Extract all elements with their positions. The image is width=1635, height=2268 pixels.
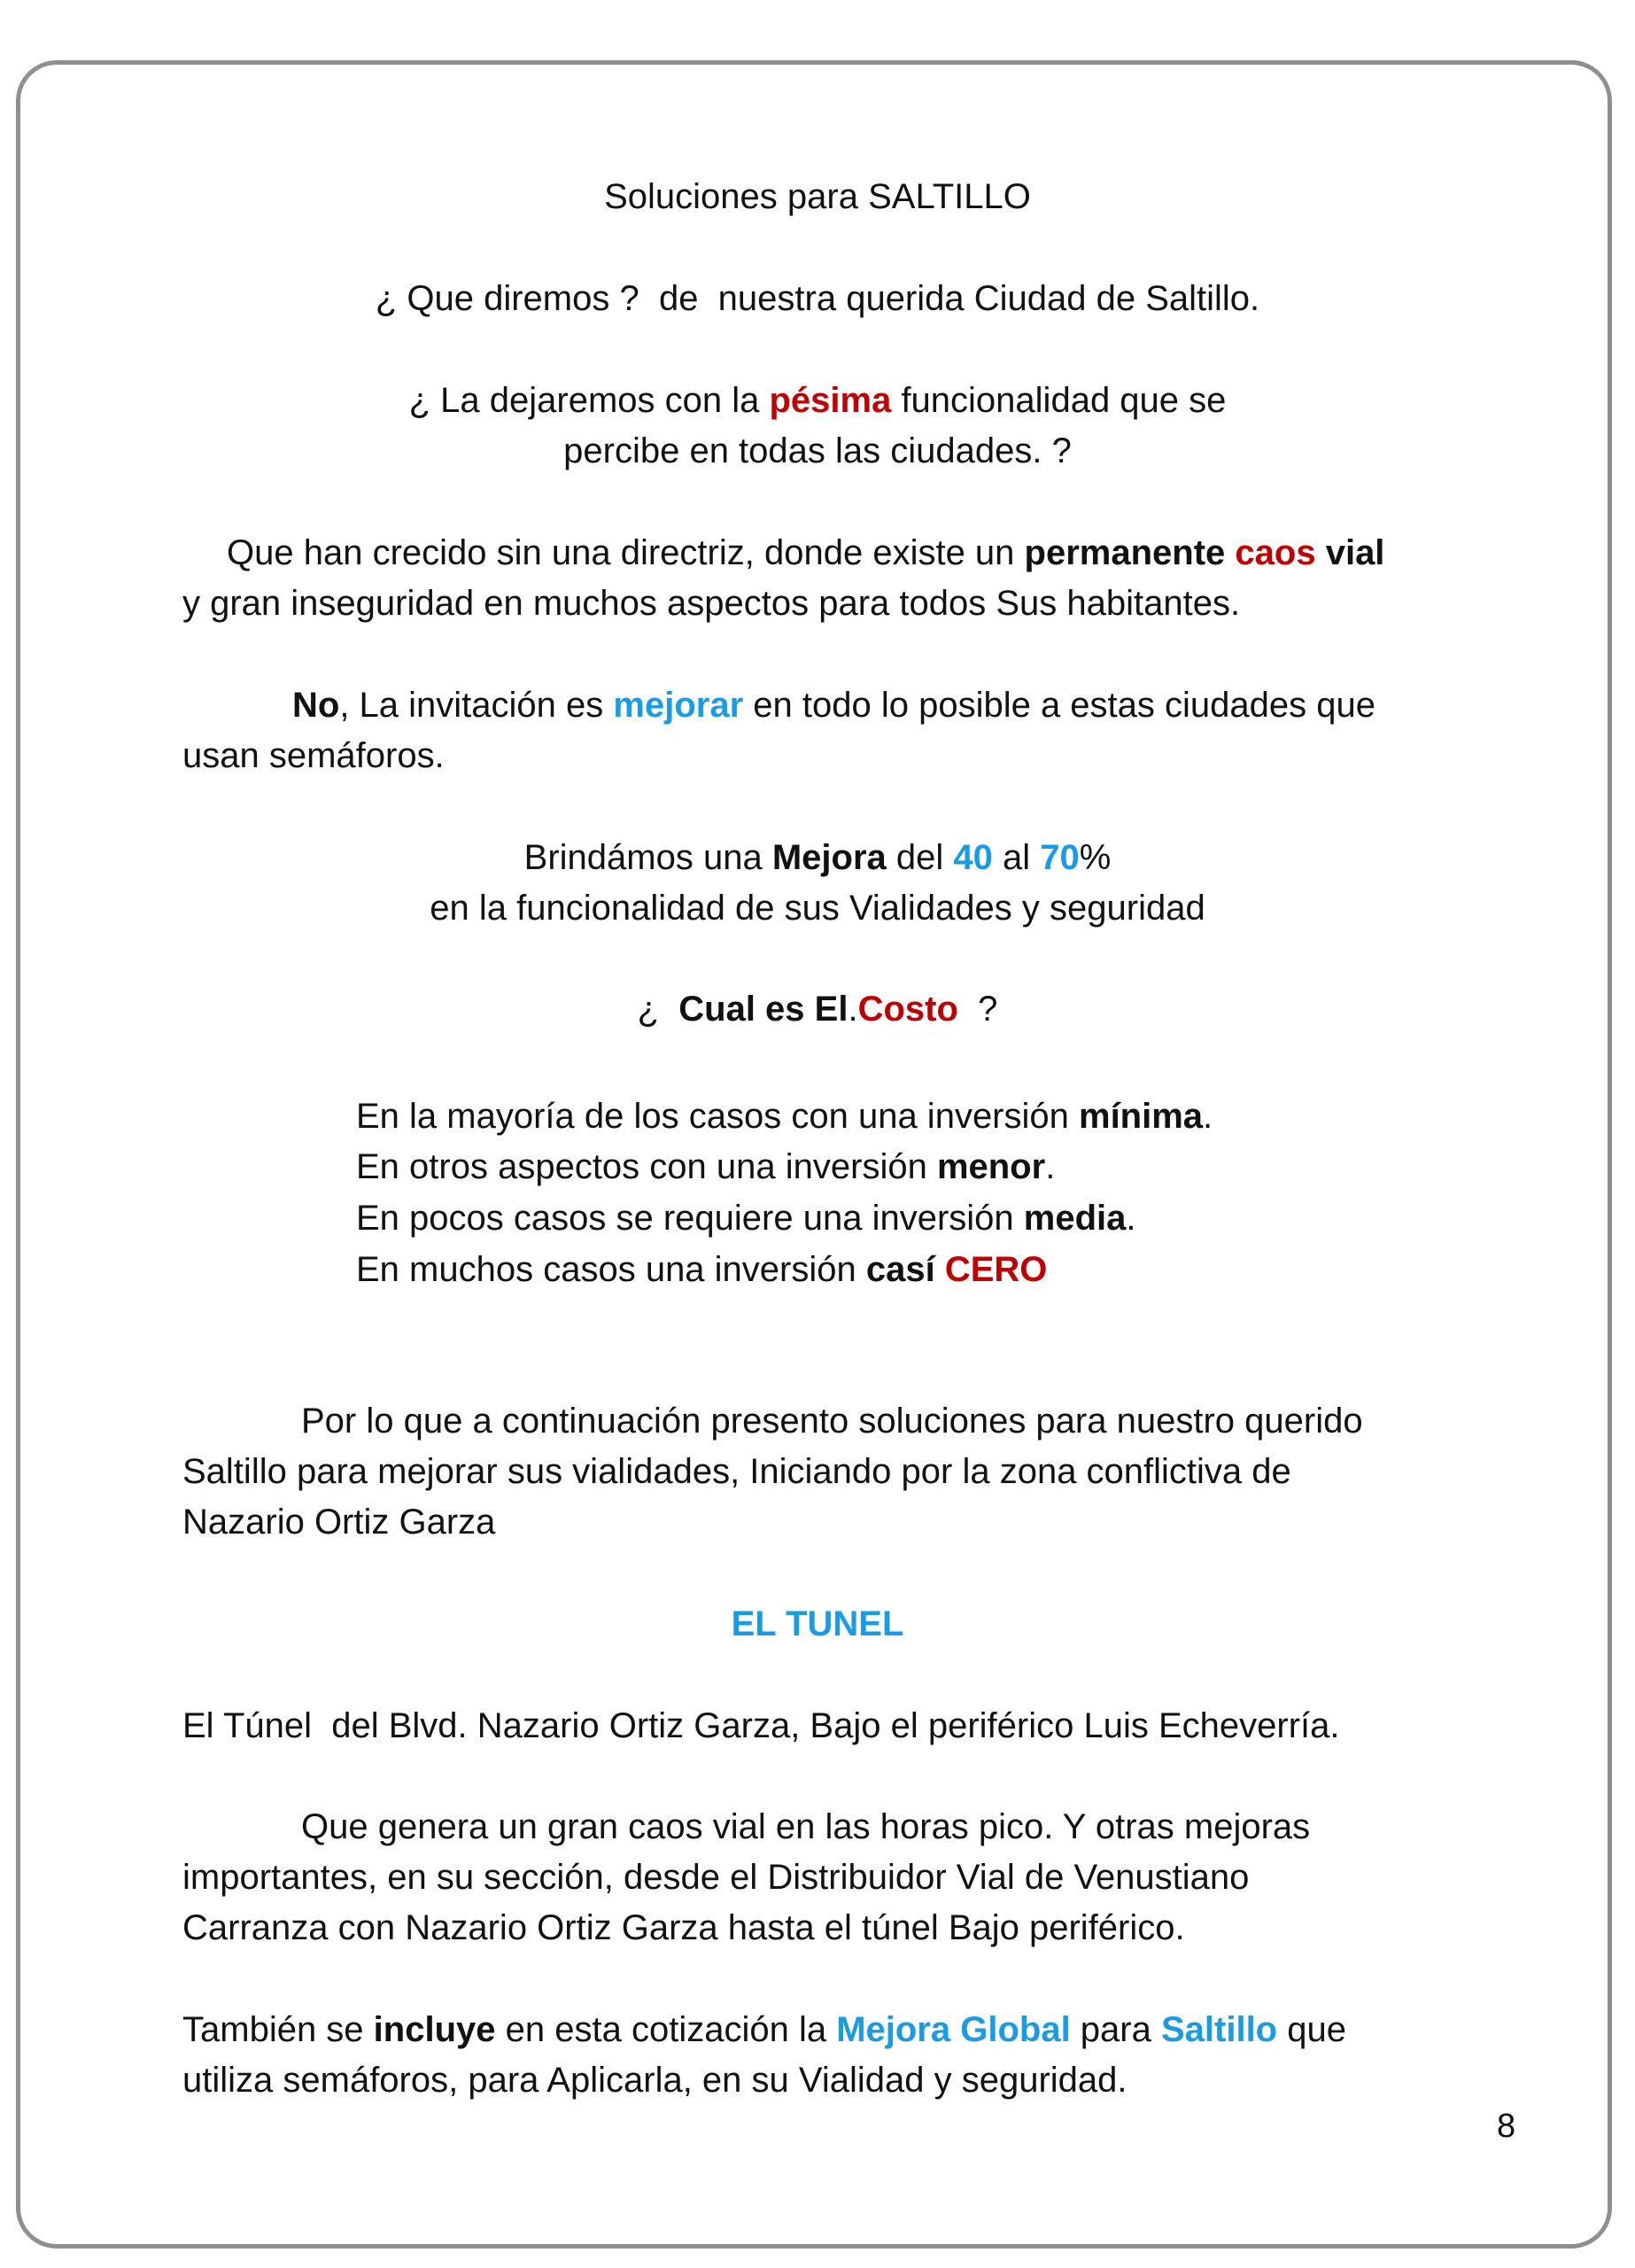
- paragraph-6-line-3: Carranza con Nazario Ortiz Garza hasta el túnel Bajo periférico.: [182, 1908, 1185, 1947]
- improvement-statement-line-2: en la funcionalidad de sus Vialidades y seguridad: [430, 889, 1205, 928]
- paragraph-4-line-3: Nazario Ortiz Garza: [182, 1503, 496, 1542]
- question-1: ¿ Que diremos ? de nuestra querida Ciudad de Saltillo.: [375, 279, 1260, 318]
- paragraph-1-line-2: y gran inseguridad en muchos aspectos para todos Sus habitantes.: [182, 584, 1241, 623]
- paragraph-2-line-2: usan semáforos.: [182, 736, 445, 775]
- paragraph-6-line-2: importantes, en su sección, desde el Distribuidor Vial de Venustiano: [182, 1858, 1250, 1897]
- paragraph-4: Por lo que a continuación presento soluciones para nuestro querido: [301, 1402, 1363, 1441]
- paragraph-7: También se incluye en esta cotización la Mejora Global para Saltillo que: [182, 2010, 1346, 2049]
- improvement-statement: Brindámos una Mejora del 40 al 70%: [523, 838, 1112, 877]
- investment-list-item: En la mayoría de los casos con una inversión mínima.: [356, 1097, 1213, 1136]
- paragraph-2: No, La invitación es mejorar en todo lo posible a estas ciudades que: [292, 686, 1375, 725]
- paragraph-4-line-2: Saltillo para mejorar sus vialidades, Iniciando por la zona conflictiva de: [182, 1452, 1291, 1491]
- paragraph-6: Que genera un gran caos vial en las horas pico. Y otras mejoras: [301, 1807, 1311, 1846]
- page-number: 8: [1497, 2108, 1516, 2145]
- paragraph-1: Que han crecido sin una directriz, donde existe un permanente caos vial: [227, 533, 1385, 572]
- section-heading: EL TUNEL: [731, 1604, 904, 1643]
- cost-question: ¿ Cual es El.Costo ?: [637, 990, 998, 1029]
- investment-list-item: En otros aspectos con una inversión menor.: [356, 1147, 1056, 1186]
- investment-list-item: En pocos casos se requiere una inversión media.: [356, 1199, 1136, 1238]
- paragraph-7-line-2: utiliza semáforos, para Aplicarla, en su Vialidad y seguridad.: [182, 2061, 1127, 2100]
- paragraph-5: El Túnel del Blvd. Nazario Ortiz Garza, Bajo el periférico Luis Echeverría.: [182, 1706, 1340, 1745]
- page-title: Soluciones para SALTILLO: [604, 177, 1031, 216]
- question-2-line-2: percibe en todas las ciudades. ?: [563, 431, 1072, 470]
- investment-list-item: En muchos casos una inversión casí CERO: [356, 1250, 1048, 1289]
- question-2: ¿ La dejaremos con la pésima funcionalidad que se: [408, 381, 1227, 420]
